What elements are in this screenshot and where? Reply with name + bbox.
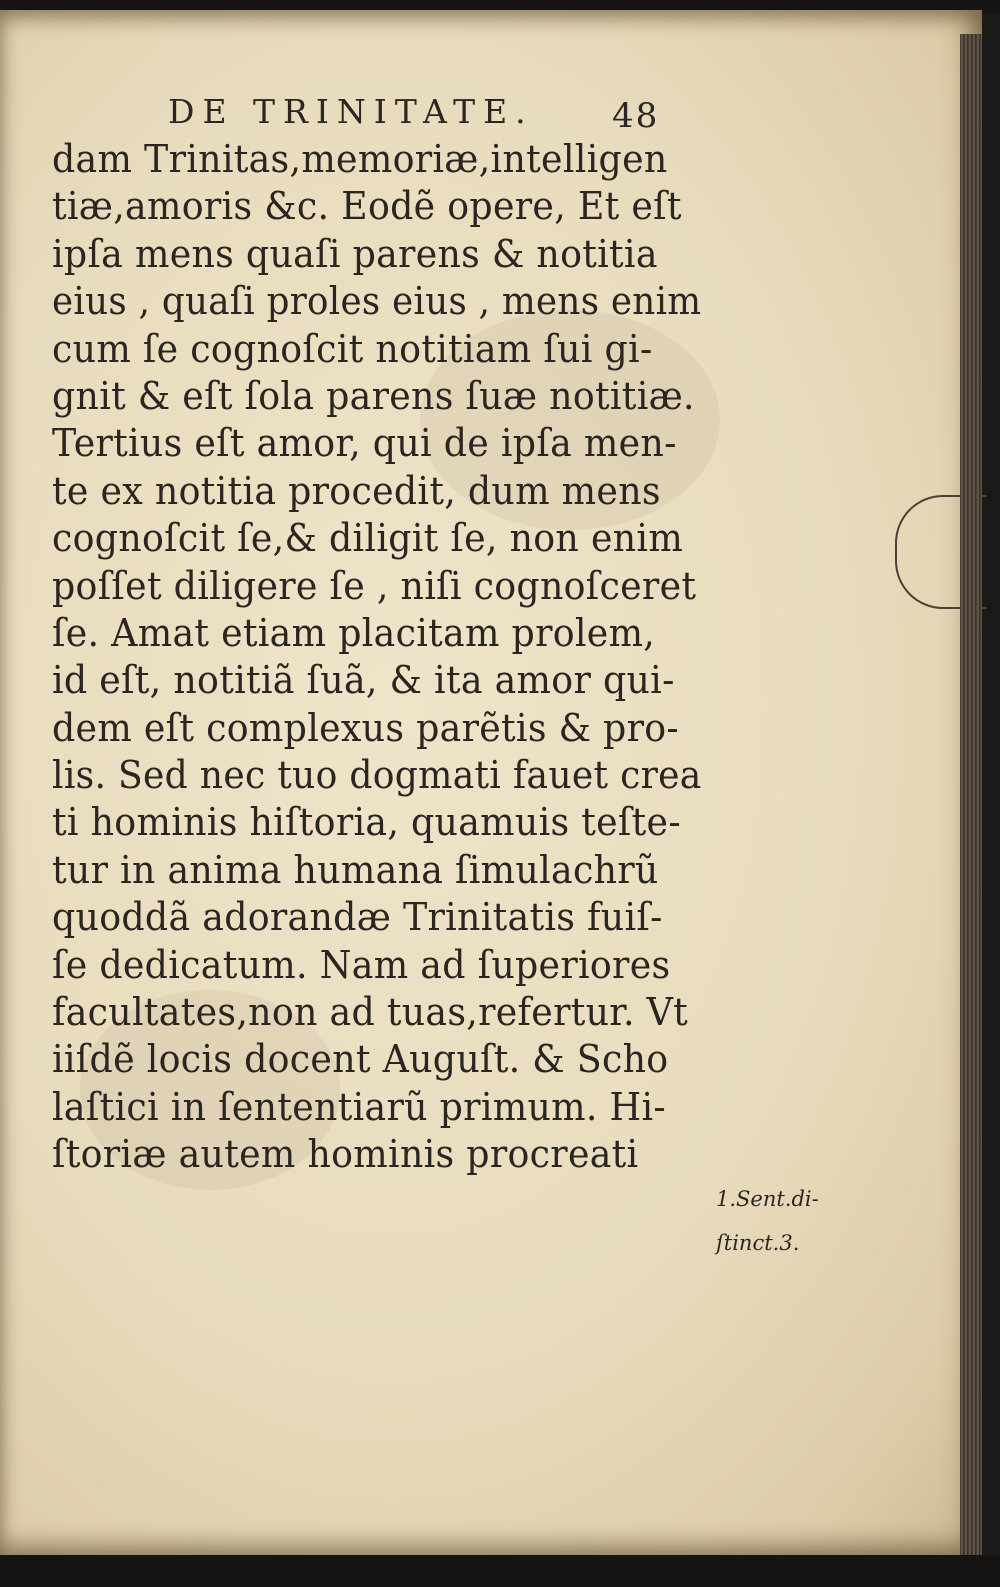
text-line: ſe. Amat etiam placitam prolem, bbox=[52, 610, 656, 655]
text-line: ſe dedicatum. Nam ad ſuperiores bbox=[52, 942, 671, 987]
text-line: dam Trinitas,memoriæ,intelligen bbox=[52, 137, 668, 181]
text-line: Tertius eſt amor, qui de ipſa men- bbox=[52, 421, 677, 466]
text-line: cum ſe cognoſcit notitiam ſui gi- bbox=[52, 326, 653, 371]
text-line: eius , quaſi proles eius , mens enim bbox=[52, 279, 702, 324]
text-line: iiſdẽ locis docent Auguſt. & Scho bbox=[52, 1037, 669, 1082]
text-line: ſtoriæ autem hominis procreati bbox=[52, 1132, 639, 1177]
text-line: dem eſt complexus parẽtis & pro- bbox=[52, 705, 679, 750]
bottom-scan-border bbox=[0, 1555, 1000, 1587]
text-line: lis. Sed nec tuo dogmati fauet crea bbox=[52, 753, 702, 798]
text-line: cognoſcit ſe,& diligit ſe, non enim bbox=[52, 516, 684, 561]
text-line: te ex notitia procedit, dum mens bbox=[52, 468, 661, 513]
text-line: ti hominis hiſtoria, quamuis teſte- bbox=[52, 800, 681, 845]
marginal-note-line: ſtinct.3. bbox=[716, 1231, 800, 1255]
page-edge-stack bbox=[960, 34, 982, 1564]
text-line: gnit & eſt ſola parens ſuæ notitiæ. bbox=[52, 373, 695, 418]
text-line: facultates,non ad tuas,refertur. Vt bbox=[52, 990, 689, 1035]
page-number: 48 bbox=[612, 96, 660, 136]
text-line: quoddã adorandæ Trinitatis fuiſ- bbox=[52, 895, 663, 940]
running-head: DE TRINITATE. bbox=[168, 92, 534, 131]
body-text bbox=[52, 136, 732, 1179]
text-line: ipſa mens quaſi parens & notitia bbox=[52, 231, 658, 276]
text-line: poſſet diligere ſe , niſi cognoſceret bbox=[52, 563, 697, 608]
text-line: laſtici in ſententiarũ primum. Hi- bbox=[52, 1084, 666, 1129]
marginal-note bbox=[716, 1177, 856, 1265]
marginal-note-line: 1.Sent.di- bbox=[716, 1187, 819, 1211]
text-line: id eſt, notitiã ſuã, & ita amor qui- bbox=[52, 658, 675, 703]
text-line: tiæ,amoris &c. Eodẽ opere, Et eſt bbox=[52, 184, 682, 229]
text-line: tur in anima humana ſimulachrũ bbox=[52, 847, 659, 892]
